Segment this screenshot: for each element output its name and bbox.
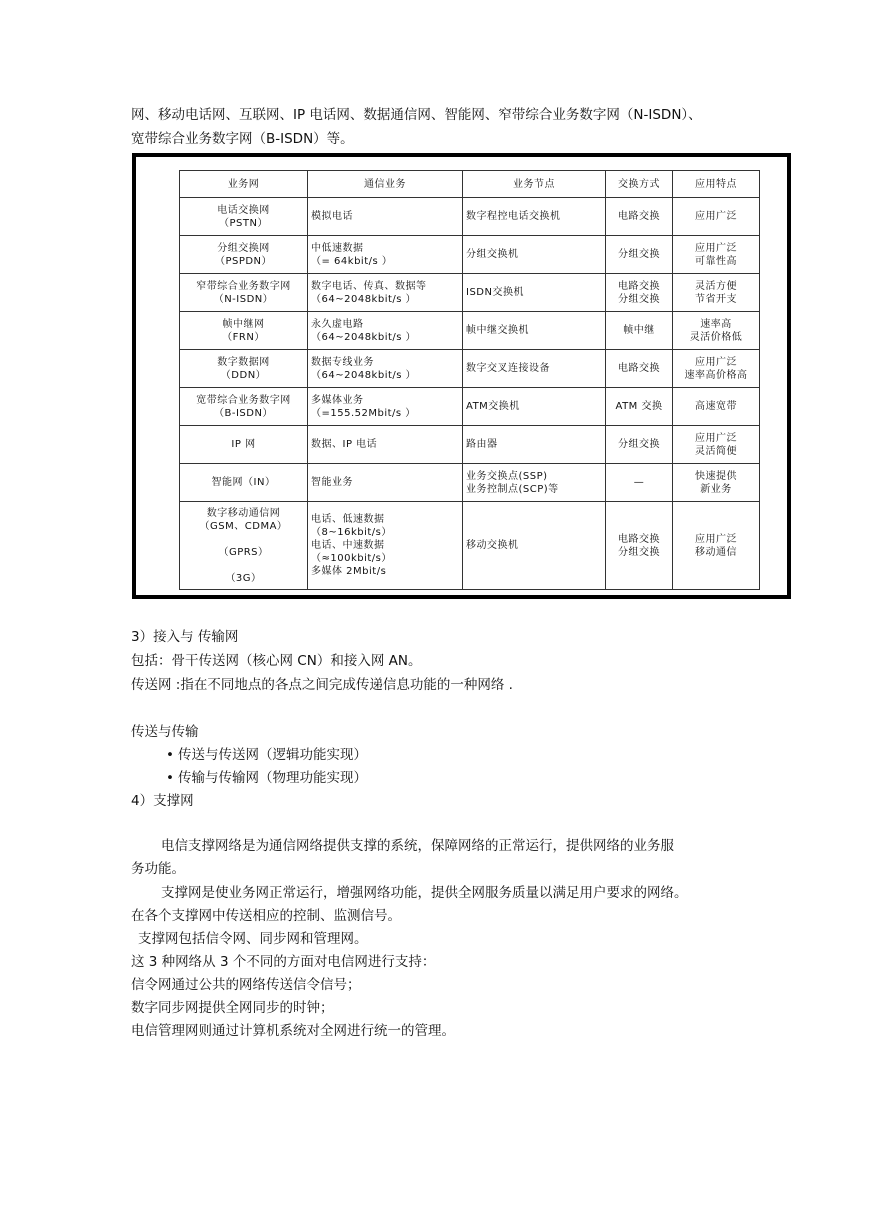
table-cell: 智能业务 — [308, 464, 463, 502]
table-cell: 应用广泛 可靠性高 — [673, 236, 760, 274]
table-cell: 中低速数据 （= 64kbit/s ） — [308, 236, 463, 274]
table-cell: 灵活方便 节省开支 — [673, 274, 760, 312]
list-item-text: 传送与传送网（逻辑功能实现） — [178, 747, 367, 763]
section4-para-3: 支撑网包括信令网、同步网和管理网。 — [138, 931, 368, 947]
table-row — [180, 502, 760, 590]
table-cell: 电路交换 分组交换 — [606, 502, 673, 590]
list-item-text: 传输与传输网（物理功能实现） — [178, 770, 367, 786]
table-cell: 应用广泛 速率高价格高 — [673, 350, 760, 388]
table-row — [180, 426, 760, 464]
intro-line-2: 宽带综合业务数字网（B-ISDN）等。 — [131, 131, 354, 147]
table-cell: 数字交叉连接设备 — [463, 350, 606, 388]
table-cell: 电路交换 — [606, 198, 673, 236]
table-cell: 宽带综合业务数字网 （B-ISDN） — [180, 388, 308, 426]
table-cell: 应用广泛 灵活简便 — [673, 426, 760, 464]
section3-para-2: 传送网 :指在不同地点的各点之间完成传递信息功能的一种网络 . — [131, 677, 513, 693]
table-cell: 应用广泛 移动通信 — [673, 502, 760, 590]
table-cell: 路由器 — [463, 426, 606, 464]
table-cell: 业务交换点(SSP) 业务控制点(SCP)等 — [463, 464, 606, 502]
table-cell: 帧中继交换机 — [463, 312, 606, 350]
section4-para-7: 电信管理网则通过计算机系统对全网进行统一的管理。 — [131, 1023, 455, 1039]
bullet-icon: • — [166, 747, 174, 763]
table-cell: 速率高 灵活价格低 — [673, 312, 760, 350]
network-table — [179, 170, 760, 590]
list-item — [166, 767, 367, 790]
list-item — [166, 744, 367, 767]
table-cell: 永久虚电路 （64~2048kbit/s ） — [308, 312, 463, 350]
section4-para-6: 数字同步网提供全网同步的时钟； — [131, 1000, 334, 1016]
section4-para-1b: 务功能。 — [131, 861, 185, 877]
table-cell: 数字数据网 （DDN） — [180, 350, 308, 388]
table-cell: 数据专线业务 （64~2048kbit/s ） — [308, 350, 463, 388]
section4-para-1a: 电信支撑网络是为通信网络提供支撑的系统，保障网络的正常运行，提供网络的业务服 — [161, 838, 674, 854]
intro-line-1: 网、移动电话网、互联网、IP 电话网、数据通信网、智能网、窄带综合业务数字网（N-ISDN）、 — [131, 107, 702, 123]
table-cell: 分组交换网 （PSPDN） — [180, 236, 308, 274]
section3-heading: 3）接入与 传输网 — [131, 629, 239, 645]
section4-heading: 4）支撑网 — [131, 793, 194, 809]
table-row — [180, 312, 760, 350]
table-row — [180, 388, 760, 426]
section4-para-4: 这 3 种网络从 3 个不同的方面对电信网进行支持： — [131, 954, 436, 970]
section4-para-2a: 支撑网是使业务网正常运行，增强网络功能，提供全网服务质量以满足用户要求的网络。 — [161, 885, 688, 901]
table-cell: 高速宽带 — [673, 388, 760, 426]
header-cell: 业务节点 — [463, 171, 606, 198]
table-header-row — [180, 171, 760, 198]
table-row — [180, 464, 760, 502]
table-row — [180, 350, 760, 388]
table-cell: 电路交换 分组交换 — [606, 274, 673, 312]
table-cell: — — [606, 464, 673, 502]
section4-para-2b: 在各个支撑网中传送相应的控制、监测信号。 — [131, 908, 401, 924]
table-cell: 分组交换 — [606, 426, 673, 464]
table-cell: 帧中继网 （FRN） — [180, 312, 308, 350]
table-cell: 数字移动通信网 （GSM、CDMA） （GPRS） （3G） — [180, 502, 308, 590]
table-cell: 多媒体业务 （=155.52Mbit/s ） — [308, 388, 463, 426]
header-cell: 通信业务 — [308, 171, 463, 198]
table-cell: 分组交换机 — [463, 236, 606, 274]
table-cell: 帧中继 — [606, 312, 673, 350]
table-frame — [132, 153, 791, 599]
table-row — [180, 274, 760, 312]
table-cell: 窄带综合业务数字网 （N-ISDN） — [180, 274, 308, 312]
table-cell: 智能网（IN） — [180, 464, 308, 502]
header-cell: 应用特点 — [673, 171, 760, 198]
table-cell: 数字程控电话交换机 — [463, 198, 606, 236]
section3-para-1: 包括：骨干传送网（核心网 CN）和接入网 AN。 — [131, 653, 422, 669]
table-row — [180, 198, 760, 236]
table-cell: 应用广泛 — [673, 198, 760, 236]
table-cell: 移动交换机 — [463, 502, 606, 590]
table-cell: 模拟电话 — [308, 198, 463, 236]
table-cell: 数字电话、传真、数据等 （64~2048kbit/s ） — [308, 274, 463, 312]
table-cell: ISDN交换机 — [463, 274, 606, 312]
table-cell: ATM交换机 — [463, 388, 606, 426]
header-cell: 业务网 — [180, 171, 308, 198]
table-cell: 电路交换 — [606, 350, 673, 388]
table-cell: ATM 交换 — [606, 388, 673, 426]
section3-subheading: 传送与传输 — [131, 724, 199, 740]
table-cell: 数据、IP 电话 — [308, 426, 463, 464]
table-cell: 电话、低速数据 （8~16kbit/s） 电话、中速数据 （≈100kbit/s） 多媒体 2Mbit/s — [308, 502, 463, 590]
table-row — [180, 236, 760, 274]
table-cell: 分组交换 — [606, 236, 673, 274]
table-cell: IP 网 — [180, 426, 308, 464]
header-cell: 交换方式 — [606, 171, 673, 198]
table-cell: 快速提供 新业务 — [673, 464, 760, 502]
bullet-icon: • — [166, 770, 174, 786]
table-cell: 电话交换网 （PSTN） — [180, 198, 308, 236]
section4-para-5: 信令网通过公共的网络传送信令信号； — [131, 977, 361, 993]
